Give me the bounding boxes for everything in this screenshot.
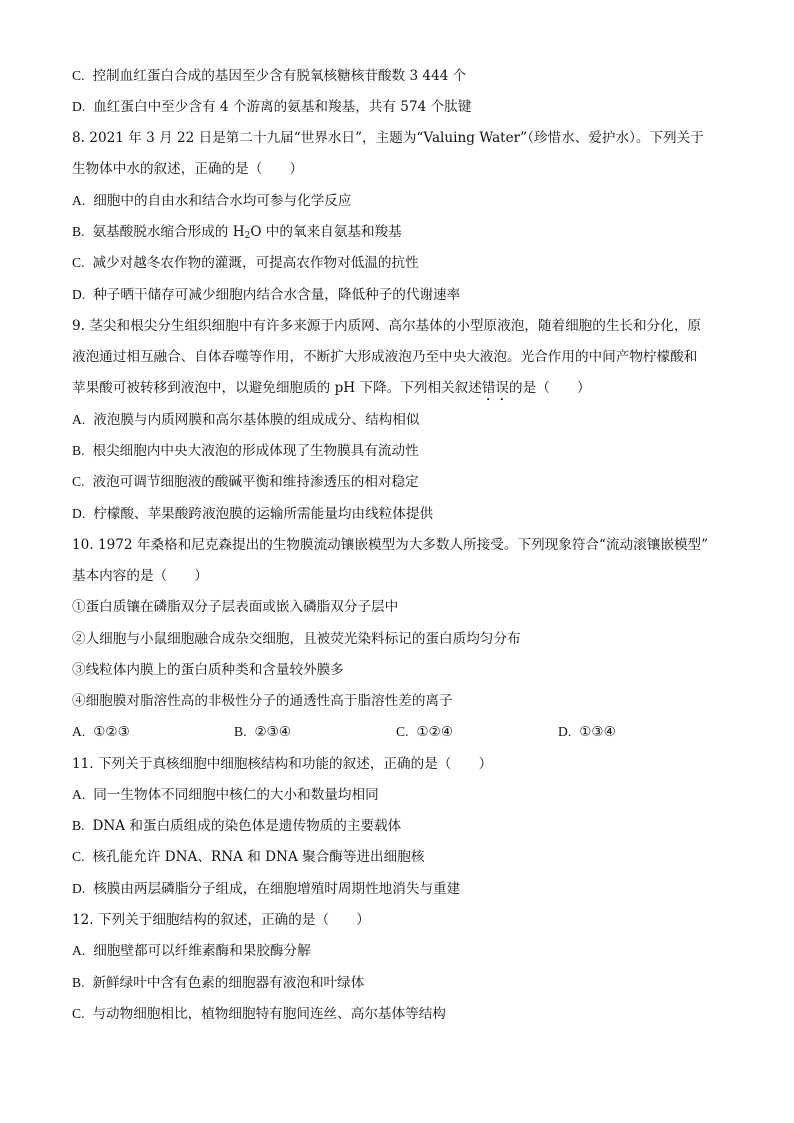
q9-option-c: C. 液泡可调节细胞液的酸碱平衡和维持渗透压的相对稳定 xyxy=(72,474,419,490)
q10-item-1: ①蛋白质镶在磷脂双分子层表面或嵌入磷脂双分子层中 xyxy=(72,599,399,615)
q12-option-a: A. 细胞壁都可以纤维素酶和果胶酶分解 xyxy=(72,943,311,959)
q9-stem-line-2: 液泡通过相互融合、自体吞噬等作用，不断扩大形成液泡乃至中央大液泡。光合作用的中间产物柠檬酸和 xyxy=(72,349,698,365)
q11-option-d: D. 核膜由两层磷脂分子组成，在细胞增殖时周期性地消失与重建 xyxy=(72,881,461,897)
q10-item-4: ④细胞膜对脂溶性高的非极性分子的通透性高于脂溶性差的离子 xyxy=(72,693,453,709)
q9-option-a: A. 液泡膜与内质网膜和高尔基体膜的组成成分、结构相似 xyxy=(72,412,420,428)
q11-stem: 11. 下列关于真核细胞中细胞核结构和功能的叙述，正确的是（ ） xyxy=(72,756,493,772)
q10-option-a: A. ①②③ xyxy=(72,724,130,740)
q10-stem-line-2: 基本内容的是（ ） xyxy=(72,568,208,584)
q12-option-c: C. 与动物细胞相比，植物细胞特有胞间连丝、高尔基体等结构 xyxy=(72,1006,446,1022)
q10-stem-line-1: 10. 1972 年桑格和尼克森提出的生物膜流动镶嵌模型为大多数人所接受。下列现象符合“流动滚镶嵌模型” xyxy=(72,537,709,553)
q10-option-b: B. ②③④ xyxy=(234,724,292,740)
q10-item-3: ③线粒体内膜上的蛋白质种类和含量较外膜多 xyxy=(72,662,344,678)
q10-options xyxy=(72,722,734,742)
q8-option-a: A. 细胞中的自由水和结合水均可参与化学反应 xyxy=(72,193,352,209)
q10-item-2: ②人细胞与小鼠细胞融合成杂交细胞，且被荧光染料标记的蛋白质均匀分布 xyxy=(72,631,521,647)
q8-option-d: D. 种子晒干储存可减少细胞内结合水含量，降低种子的代谢速率 xyxy=(72,287,461,303)
q10-option-d: D. ①③④ xyxy=(558,724,616,740)
q9-option-d: D. 柠檬酸、苹果酸跨液泡膜的运输所需能量均由线粒体提供 xyxy=(72,506,434,522)
q9-stem-line-3: 苹果酸可被转移到液泡中，以避免细胞质的 pH 下降。下列相关叙述错误的是（ ） xyxy=(72,380,591,396)
q8-stem-line-1: 8. 2021 年 3 月 22 日是第二十九届“世界水日”，主题为“Valuing Water”（珍惜水、爱护水）。下列关于 xyxy=(72,130,704,146)
q10-option-c: C. ①②④ xyxy=(396,724,454,740)
q7-option-c: C. 控制血红蛋白合成的基因至少含有脱氧核糖核苷酸数 3 444 个 xyxy=(72,68,467,84)
q9-stem-line-1: 9. 茎尖和根尖分生组织细胞中有许多来源于内质网、高尔基体的小型原液泡，随着细胞的生长和分化，原 xyxy=(72,318,702,334)
q8-option-c: C. 减少对越冬农作物的灌溉，可提高农作物对低温的抗性 xyxy=(72,255,419,271)
q12-option-b: B. 新鲜绿叶中含有色素的细胞器有液泡和叶绿体 xyxy=(72,975,365,991)
q12-stem: 12. 下列关于细胞结构的叙述，正确的是（ ） xyxy=(72,912,370,928)
q11-option-c: C. 核孔能允许 DNA、RNA 和 DNA 聚合酶等进出细胞核 xyxy=(72,849,425,865)
q7-option-d: D. 血红蛋白中至少含有 4 个游离的氨基和羧基，共有 574 个肽键 xyxy=(72,99,472,115)
q11-option-a: A. 同一生物体不同细胞中核仁的大小和数量均相同 xyxy=(72,787,379,803)
emphasis-wrong: 错误 xyxy=(481,380,510,396)
q11-option-b: B. DNA 和蛋白质组成的染色体是遗传物质的主要载体 xyxy=(72,818,402,834)
q8-stem-line-2: 生物体中水的叙述，正确的是（ ） xyxy=(72,161,304,177)
q9-option-b: B. 根尖细胞内中央大液泡的形成体现了生物膜具有流动性 xyxy=(72,443,419,459)
q8-option-b: B. 氨基酸脱水缩合形成的 $H_2O$ 中的氧来自氨基和羧基 xyxy=(72,224,402,241)
